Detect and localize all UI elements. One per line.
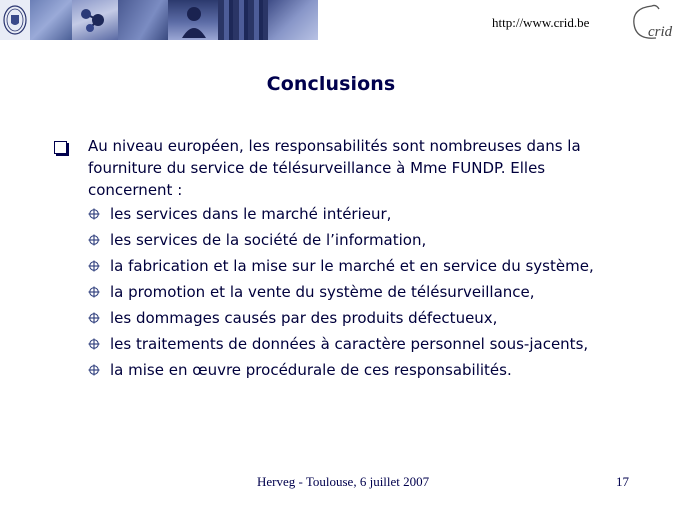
- person-icon: [180, 4, 208, 38]
- sub-bullet-text: la mise en œuvre procédurale de ces responsabilités.: [110, 361, 512, 379]
- sub-bullet-text: les services de la société de l’information,: [110, 231, 427, 249]
- checkbox-bullet-icon: [54, 141, 67, 154]
- molecule-icon: [78, 6, 108, 34]
- sub-bullet-item: [88, 281, 614, 303]
- university-seal-icon: [3, 5, 27, 35]
- page-number: 17: [616, 474, 629, 489]
- university-seal-tile: [0, 0, 30, 40]
- cross-bullet-icon: [88, 234, 100, 246]
- header-photo-tile: [72, 0, 118, 40]
- site-url[interactable]: http://www.crid.be: [492, 15, 590, 30]
- sub-bullet-item: [88, 229, 614, 251]
- sub-bullet-text: la promotion et la vente du système de télésurveillance,: [110, 283, 535, 301]
- cross-bullet-icon: [88, 208, 100, 220]
- cross-bullet-icon: [88, 260, 100, 272]
- cross-bullet-icon: [88, 338, 100, 350]
- sub-bullet-item: [88, 255, 614, 277]
- sub-bullet-list: [54, 203, 614, 381]
- crid-logo-text: crid: [648, 24, 673, 40]
- sub-bullet-item: [88, 359, 614, 381]
- main-bullet-item: [54, 135, 614, 201]
- header-photo-tile: [268, 0, 318, 40]
- sub-bullet-text: les dommages causés par des produits défectueux,: [110, 309, 498, 327]
- sub-bullet-text: les traitements de données à caractère personnel sous-jacents,: [110, 335, 589, 353]
- header-photo-tile: [218, 0, 268, 40]
- crid-logo-icon: [626, 0, 688, 44]
- header-image-strip: [0, 0, 318, 40]
- slide-content: [54, 135, 614, 385]
- cross-bullet-icon: [88, 286, 100, 298]
- sub-bullet-item: [88, 333, 614, 355]
- sub-bullet-item: [88, 307, 614, 329]
- sub-bullet-text: la fabrication et la mise sur le marché et en service du système,: [110, 257, 594, 275]
- slide-title: Conclusions: [266, 73, 396, 95]
- cross-bullet-icon: [88, 364, 100, 376]
- header-photo-tile: [30, 0, 72, 40]
- header-photo-tile: [118, 0, 168, 40]
- cross-bullet-icon: [88, 312, 100, 324]
- footer-text: Herveg - Toulouse, 6 juillet 2007: [257, 474, 430, 489]
- header-photo-tile: [168, 0, 218, 40]
- main-bullet-text: Au niveau européen, les responsabilités sont nombreuses dans la fourniture du service de télésurveillance à Mme FUNDP. Elles concernent :: [88, 137, 581, 199]
- sub-bullet-item: [88, 203, 614, 225]
- sub-bullet-text: les services dans le marché intérieur,: [110, 205, 392, 223]
